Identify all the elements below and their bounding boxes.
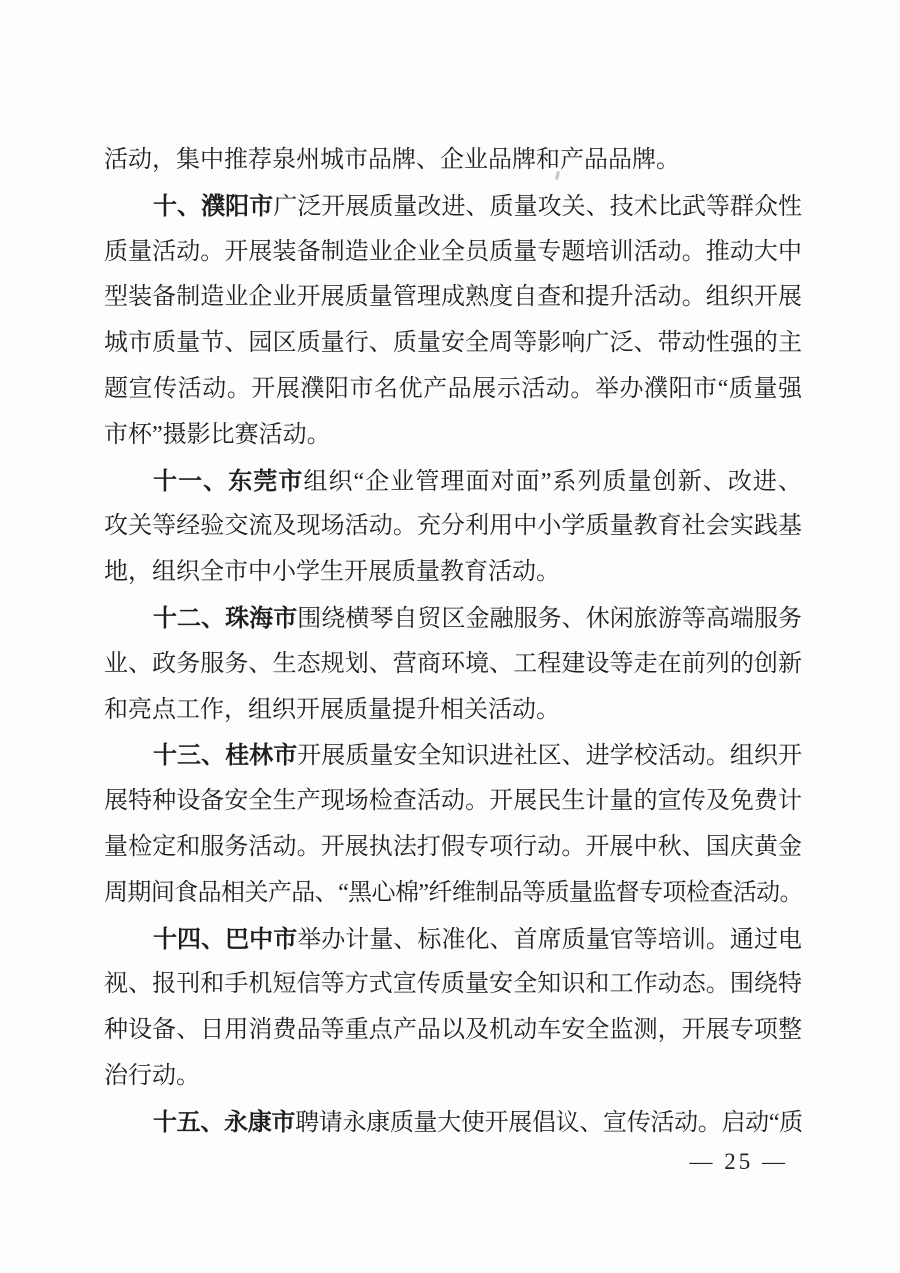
- paragraph-start-line: [104, 1100, 802, 1146]
- paragraph-text: 聘请永康质量大使开展倡议、宣传活动。启动“质: [295, 1109, 802, 1136]
- paragraph-start-line: [104, 733, 802, 779]
- section-lead-yongkang: 十五、永康市: [153, 1108, 296, 1136]
- page-number: — 25 —: [689, 1149, 788, 1174]
- paragraph-start-line: [104, 459, 802, 505]
- paragraph-text: 广泛开展质量改进、质量攻关、技术比武等群众性: [273, 193, 802, 220]
- text-line: 周期间食品相关产品、“黑心棉”纤维制品等质量监督专项检查活动。: [104, 879, 802, 906]
- text-line: 业、政务服务、生态规划、营商环境、工程建设等走在前列的创新: [104, 650, 802, 677]
- text-line: 活动，集中推荐泉州城市品牌、企业品牌和产品品牌。: [104, 147, 680, 173]
- paragraph-text: 组织“企业管理面对面”系列质量创新、改进、: [303, 468, 802, 495]
- section-lead-guilin: 十三、桂林市: [153, 742, 298, 770]
- paragraph-start-line: [104, 184, 802, 230]
- paragraph-text: 举办计量、标准化、首席质量官等培训。通过电: [297, 926, 802, 953]
- text-line: 治行动。: [104, 1062, 200, 1089]
- text-line: 展特种设备安全生产现场检查活动。开展民生计量的宣传及免费计: [104, 788, 802, 815]
- text-line: 量检定和服务活动。开展执法打假专项行动。开展中秋、国庆黄金: [104, 833, 802, 860]
- text-line: 攻关等经验交流及现场活动。充分利用中小学质量教育社会实践基: [104, 513, 802, 540]
- document-body: [104, 138, 802, 1146]
- text-line: 城市质量节、园区质量行、质量安全周等影响广泛、带动性强的主: [104, 330, 802, 357]
- section-lead-bazhong: 十四、巴中市: [153, 925, 298, 953]
- text-line: 视、报刊和手机短信等方式宣传质量安全知识和工作动态。围绕特: [104, 971, 802, 998]
- text-line: 和亮点工作，组织开展质量提升相关活动。: [104, 696, 560, 723]
- text-line: 地，组织全市中小学生开展质量教育活动。: [104, 559, 560, 586]
- section-lead-puyang: 十、濮阳市: [153, 192, 274, 220]
- paragraph-start-line: [104, 596, 802, 642]
- paragraph-text: 开展质量安全知识进社区、进学校活动。组织开: [297, 743, 802, 770]
- text-line: 质量活动。开展装备制造业企业全员质量专题培训活动。推动大中: [104, 238, 802, 265]
- text-line: 市杯”摄影比赛活动。: [104, 421, 331, 448]
- paragraph-text: 围绕横琴自贸区金融服务、休闲旅游等高端服务: [297, 605, 802, 632]
- text-line: 题宣传活动。开展濮阳市名优产品展示活动。举办濮阳市“质量强: [104, 375, 802, 402]
- section-lead-zhuhai: 十二、珠海市: [153, 604, 298, 632]
- section-lead-dongguan: 十一、东莞市: [153, 467, 304, 495]
- paragraph-start-line: [104, 917, 802, 963]
- text-line: 型装备制造业企业开展质量管理成熟度自查和提升活动。组织开展: [104, 284, 802, 311]
- text-line: 种设备、日用消费品等重点产品以及机动车安全监测，开展专项整: [104, 1017, 802, 1044]
